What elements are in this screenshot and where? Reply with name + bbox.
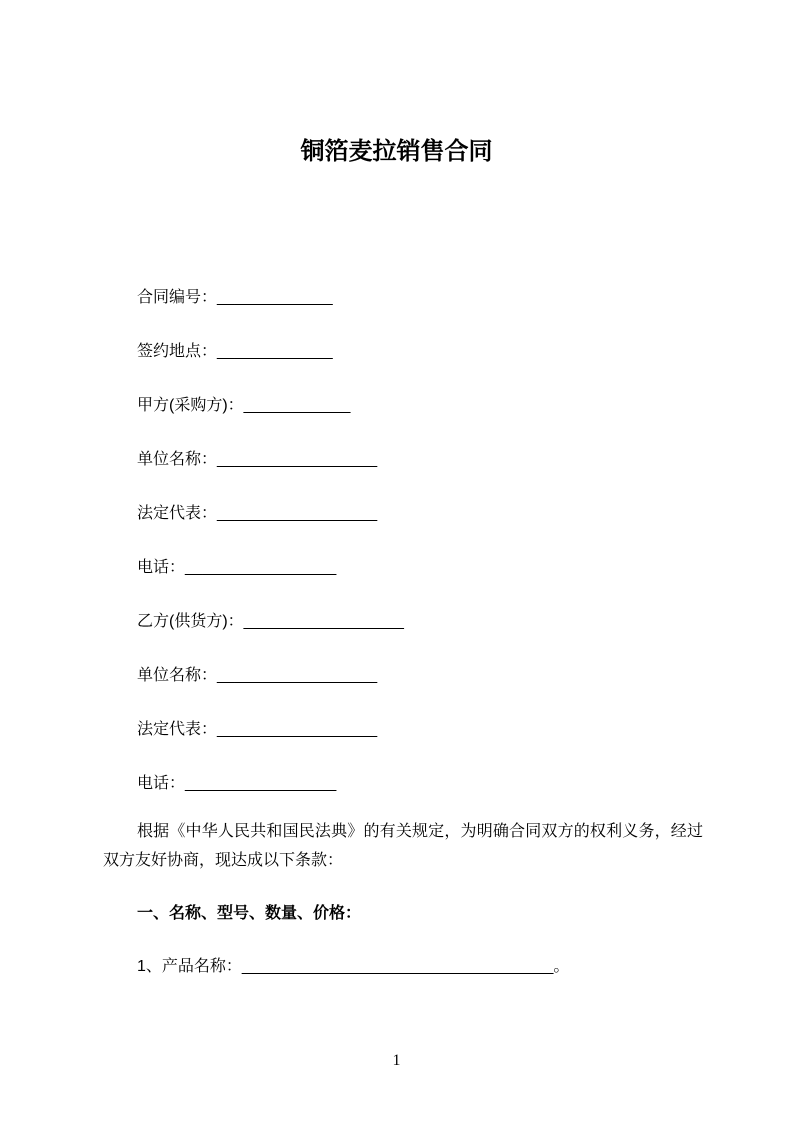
page-number: 1 — [392, 1052, 401, 1069]
field-label: 乙方(供货方)： — [137, 613, 244, 630]
field-signing-location — [103, 341, 703, 363]
field-label: 法定代表： — [137, 505, 218, 522]
blank-line: __________________ — [217, 505, 378, 522]
field-party-a-company-name — [103, 449, 703, 471]
blank-line: __________________ — [217, 667, 378, 684]
section-1-heading: 一、名称、型号、数量、价格： — [137, 905, 362, 922]
field-label: 电话： — [137, 775, 186, 792]
blank-line: ____________ — [243, 397, 351, 414]
blank-line: _________________ — [185, 559, 337, 576]
field-label: 电话： — [137, 559, 186, 576]
field-party-b-supplier — [103, 611, 703, 633]
intro-paragraph: 根据《中华人民共和国民法典》的有关规定，为明确合同双方的权利义务，经过双方友好协商，现达成以下条款： — [103, 823, 703, 869]
blank-line: __________________ — [217, 451, 378, 468]
field-party-b-company-name — [103, 665, 703, 687]
blank-line: ___________________________________ — [241, 958, 554, 975]
field-label: 单位名称： — [137, 451, 218, 468]
field-party-b-phone — [103, 773, 703, 795]
blank-line: __________________ — [217, 721, 378, 738]
item-1-product-name — [103, 956, 703, 978]
field-party-a-phone — [103, 557, 703, 579]
field-label: 甲方(采购方)： — [137, 397, 244, 414]
field-contract-number — [103, 287, 703, 309]
blank-line: __________________ — [243, 613, 404, 630]
header-fields-section — [103, 287, 703, 795]
item-label: 1、产品名称： — [137, 958, 242, 975]
field-party-b-legal-representative — [103, 719, 703, 741]
field-label: 法定代表： — [137, 721, 218, 738]
field-party-a-purchaser — [103, 395, 703, 417]
field-label: 合同编号： — [137, 289, 218, 306]
field-party-a-legal-representative — [103, 503, 703, 525]
item-suffix: 。 — [553, 958, 570, 975]
blank-line: _________________ — [185, 775, 337, 792]
document-content — [0, 287, 793, 978]
document-title: 铜箔麦拉销售合同 — [300, 138, 493, 165]
field-label: 签约地点： — [137, 343, 218, 360]
blank-line: _____________ — [217, 289, 333, 306]
field-label: 单位名称： — [137, 667, 218, 684]
blank-line: _____________ — [217, 343, 333, 360]
